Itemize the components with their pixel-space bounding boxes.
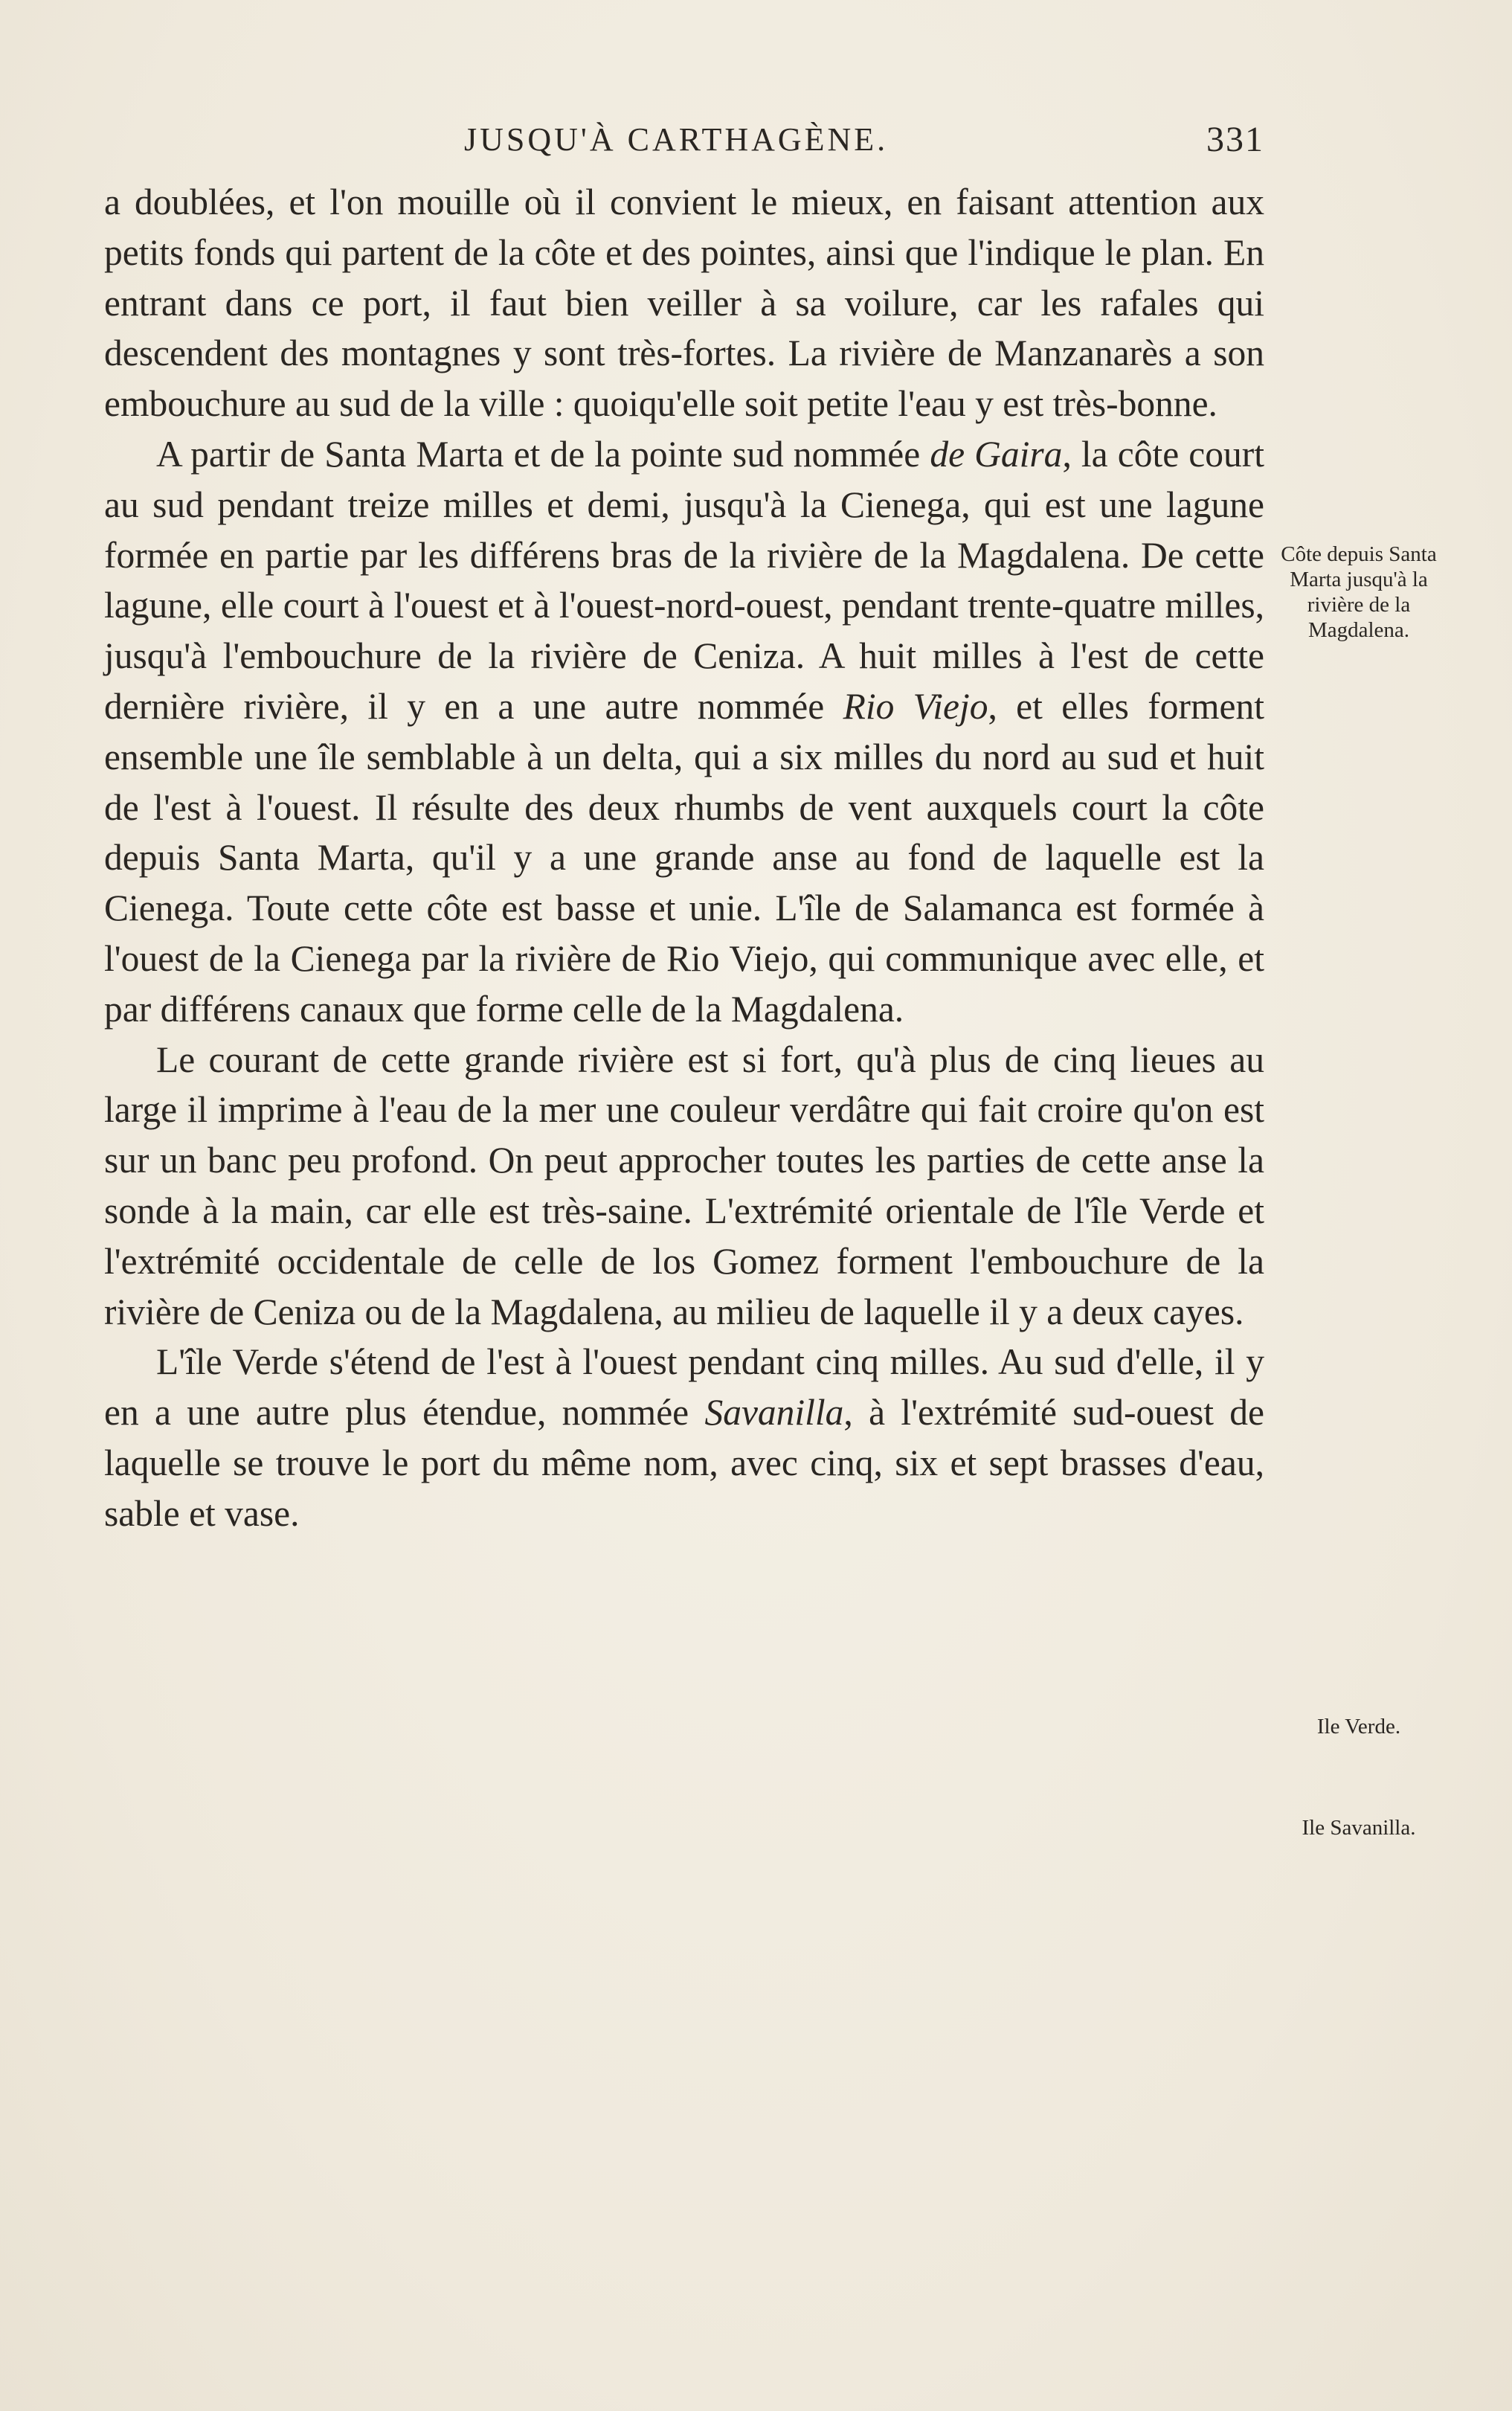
text-segment: A partir de Santa Marta et de la pointe sud nommée — [156, 433, 930, 475]
running-title: JUSQU'À CARTHAGÈNE. — [464, 121, 889, 158]
text-segment: , et elles forment ensemble une île semblable à un delta, qui a six milles du nord au sud et huit de l'est à l'ouest. Il résulte des deux rhumbs de vent auxquels court la côte depuis Santa Marta, qu'il y a une grande anse au fond de laquelle est la Cienega. Toute cette côte est basse et unie. L'île de Salamanca est formée à l'ouest de la Cienega par la rivière de Rio Viejo, qui communique avec elle, et par différens canaux que forme celle de la Magdalena. — [104, 685, 1264, 1030]
text-segment: , à l'extrémité sud-ouest de laquelle se trouve le port du même nom, avec cinq, six et sept brasses d'eau, sable et vase. — [104, 1392, 1264, 1534]
body-text — [104, 177, 1264, 1539]
page-number: 331 — [1206, 120, 1264, 159]
margin-note-cote: Côte depuis Santa Marta jusqu'à la rivière de la Magdalena. — [1281, 542, 1437, 642]
margin-note-ile-verde: Ile Verde. — [1316, 1715, 1401, 1739]
italic-term: de Gaira — [930, 433, 1063, 475]
text-segment: a doublées, et l'on mouille où il convient le mieux, en faisant attention aux petits fonds qui partent de la côte et des pointes, ainsi que l'indique le plan. En entrant dans ce port, il faut bien veiller à sa voilure, car les rafales qui descendent des montagnes y sont très-fortes. La rivière de Manzanarès a son embouchure au sud de la ville : quoiqu'elle soit petite l'eau y est très-bonne. — [104, 182, 1264, 425]
margin-note-ile-savanilla: Ile Savanilla. — [1302, 1816, 1416, 1840]
italic-term: Savanilla — [704, 1392, 844, 1434]
text-segment: L'île Verde s'étend de l'est à l'ouest pendant cinq milles. Au sud d'elle, il y en a une autre plus étendue, nommée — [104, 1341, 1264, 1434]
paragraph-1 — [104, 177, 1264, 429]
italic-term: Rio Viejo — [843, 685, 988, 727]
paragraph-2 — [104, 429, 1264, 1035]
running-head — [104, 121, 1264, 165]
text-segment: Le courant de cette grande rivière est si fort, qu'à plus de cinq lieues au large il imprime à l'eau de la mer une couleur verdâtre qui fait croire qu'on est sur un banc peu profond. On peut approcher toutes les parties de cette anse la sonde à la main, car elle est très-saine. L'extrémité orientale de l'île Verde et l'extrémité occidentale de celle de los Gomez forment l'embouchure de la rivière de Ceniza ou de la Magdalena, au milieu de laquelle il y a deux cayes. — [104, 1038, 1264, 1332]
text-segment: , la côte court au sud pendant treize milles et demi, jusqu'à la Cienega, qui est une lagune formée en partie par les différens bras de la rivière de la Magdalena. De cette lagune, elle court à l'ouest et à l'ouest-nord-ouest, pendant trente-quatre milles, jusqu'à l'embouchure de la rivière de Ceniza. A huit milles à l'est de cette dernière rivière, il y en a une autre nommée — [104, 433, 1264, 727]
paragraph-4 — [104, 1337, 1264, 1538]
paragraph-3 — [104, 1035, 1264, 1338]
